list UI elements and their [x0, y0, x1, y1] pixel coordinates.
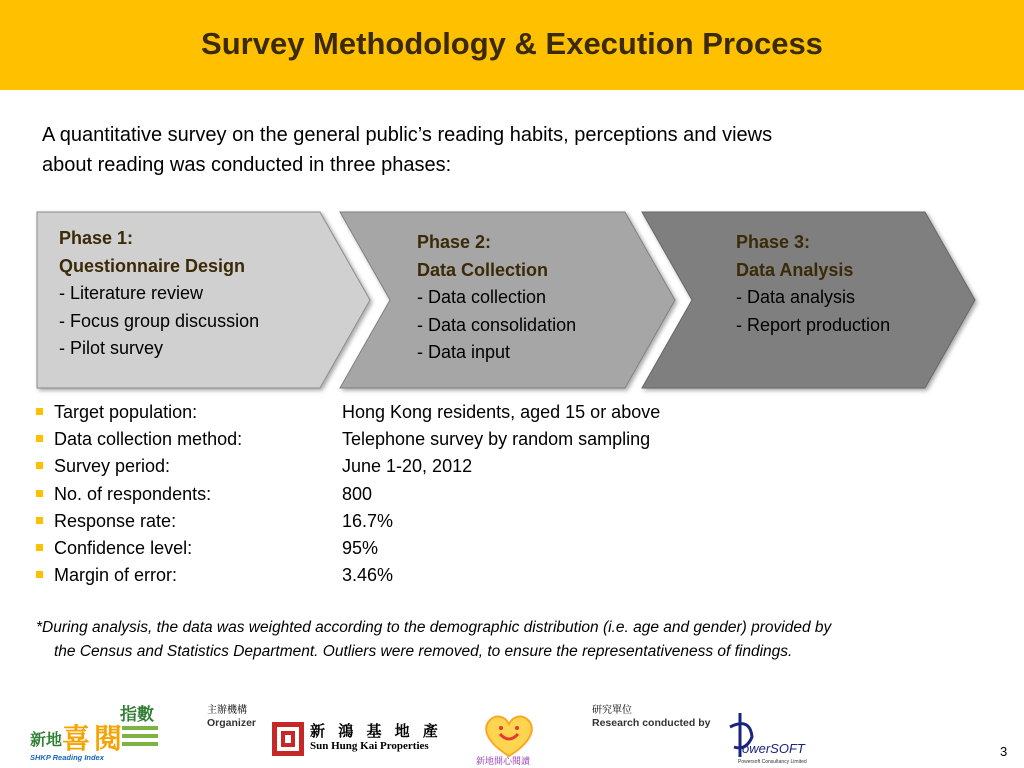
fact-label: Margin of error: [54, 565, 178, 586]
happy-reading-logo [476, 706, 542, 766]
note-line-2: the Census and Statistics Department. Outliers were removed, to ensure the representativeness of findings. [54, 643, 793, 660]
phase-1-item: - Focus group discussion [59, 310, 260, 331]
powersoft-name: owerSOFT [742, 741, 805, 756]
fact-label: Data collection method: [54, 429, 243, 450]
phase-2-item: - Data collection [417, 287, 547, 307]
fact-label: Confidence level: [54, 537, 193, 558]
logo-text-1: 新地 [30, 730, 63, 749]
powersoft-sub: Powersoft Consultancy Limited [738, 759, 807, 765]
organizer-label [207, 705, 256, 729]
phase-1-item: - Pilot survey [59, 338, 164, 358]
phase-3-name: Data Analysis [736, 259, 854, 280]
research-zh: 研究單位 [592, 705, 632, 716]
page-title: Survey Methodology & Execution Process [201, 26, 823, 61]
bullet-icon [36, 462, 43, 469]
shkp-logo-icon [272, 722, 304, 756]
powersoft-logo [726, 707, 822, 765]
bullet-icon [36, 571, 43, 578]
logo-text-2: 喜閱 [62, 722, 122, 755]
phase-1-label: Phase 1: [59, 228, 134, 248]
organizer-zh: 主辦機構 [207, 705, 247, 716]
shkp-reading-index-logo [28, 700, 162, 762]
bullet-icon [36, 517, 43, 524]
bullet-icon [36, 408, 43, 415]
logo-en: SHKP Reading Index [30, 753, 104, 762]
bullet-icon [36, 544, 43, 551]
heart-logo-text: 新地開心閱讀 [476, 757, 531, 766]
shkp-name-en: Sun Hung Kai Properties [310, 740, 429, 752]
fact-value: Telephone survey by random sampling [342, 429, 651, 450]
fact-value: 800 [342, 483, 373, 504]
fact-value: June 1-20, 2012 [342, 456, 473, 477]
fact-value: Hong Kong residents, aged 15 or above [342, 402, 661, 422]
phase-2-item: - Data consolidation [417, 314, 577, 335]
intro-line-1: A quantitative survey on the general public’s reading habits, perceptions and views [42, 124, 773, 146]
page-number: 3 [1000, 744, 1008, 759]
fact-value: 95% [342, 537, 379, 558]
fact-value: 3.46% [342, 565, 394, 586]
organizer-en: Organizer [207, 717, 257, 729]
phase-2-name: Data Collection [417, 259, 549, 280]
phase-3-item: - Report production [736, 314, 891, 335]
fact-label: No. of respondents: [54, 483, 212, 504]
phase-3-text [736, 229, 890, 339]
fact-label: Target population: [54, 402, 198, 422]
phase-2-item: - Data input [417, 342, 511, 362]
logo-text-3: 指數 [120, 705, 154, 725]
bullet-icon [36, 490, 43, 497]
shkp-name-zh: 新 鴻 基 地 產 [310, 722, 442, 740]
phase-2-text [417, 229, 576, 367]
research-label [592, 705, 710, 729]
phase-3-item: - Data analysis [736, 287, 856, 307]
phase-2-label: Phase 2: [417, 232, 492, 252]
phase-1-item: - Literature review [59, 283, 204, 303]
fact-label: Survey period: [54, 456, 171, 477]
note-line-1: *During analysis, the data was weighted according to the demographic distribution (i.e. age and gender) provided by [36, 619, 832, 636]
weighting-note [36, 616, 996, 664]
phase-3-label: Phase 3: [736, 232, 811, 252]
phase-1-text [59, 225, 259, 363]
fact-label: Response rate: [54, 510, 177, 531]
intro-line-2: about reading was conducted in three phases: [42, 154, 452, 176]
research-en: Research conducted by [592, 717, 711, 729]
bullet-icon [36, 435, 43, 442]
fact-value: 16.7% [342, 510, 394, 531]
phase-1-name: Questionnaire Design [59, 255, 246, 276]
